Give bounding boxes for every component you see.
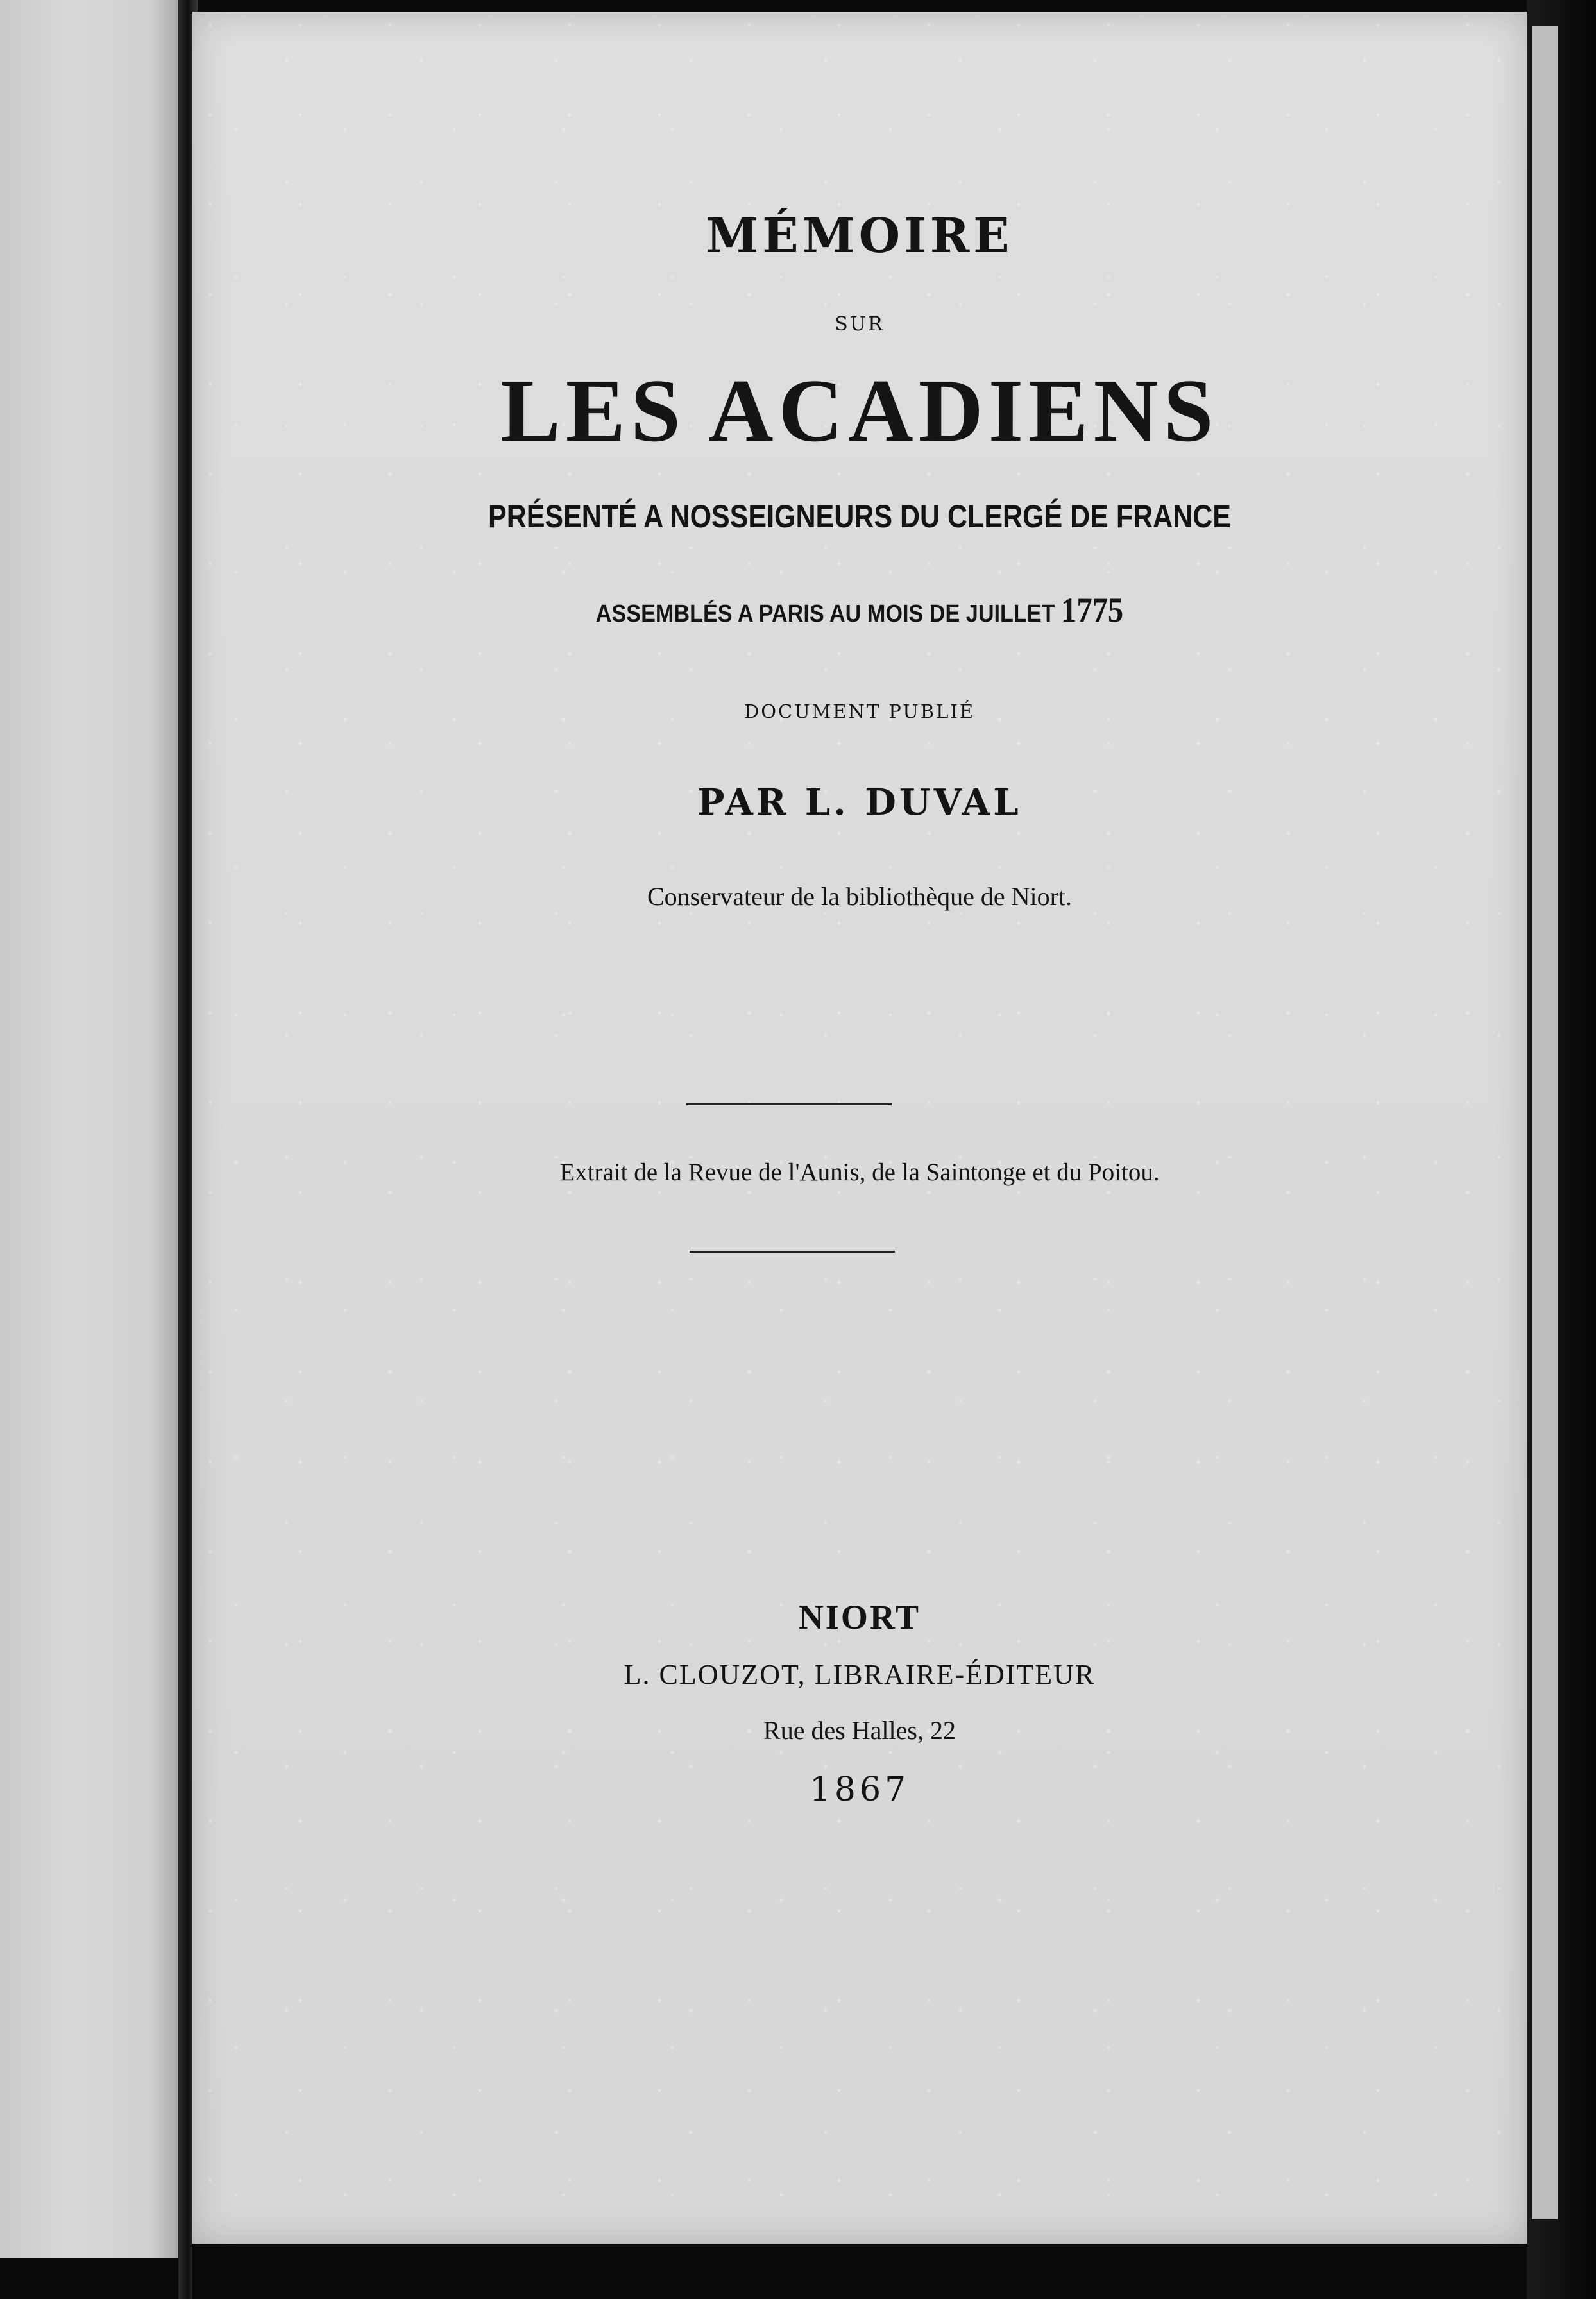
document-published: DOCUMENT PUBLIÉ [743, 700, 976, 722]
heading-sur: SUR [835, 313, 885, 335]
imprint-city: NIORT [798, 1598, 921, 1636]
divider-rule-bottom [690, 1251, 895, 1253]
assembled-line [259, 590, 1460, 630]
imprint-date: 1867 [809, 1770, 910, 1809]
presented-line: PRÉSENTÉ A NOSSEIGNEURS DU CLERGÉ DE FRANCE [488, 498, 1231, 534]
author-role: Conservateur de la bibliothèque de Niort. [647, 882, 1073, 911]
imprint-address: Rue des Halles, 22 [763, 1716, 956, 1745]
author-line: PAR L. DUVAL [697, 781, 1022, 824]
divider-rule-top [686, 1103, 892, 1105]
main-title: LES ACADIENS [500, 361, 1219, 461]
right-page-edge [1532, 26, 1558, 2219]
left-page-edge [0, 0, 178, 2258]
assembled-text: ASSEMBLÉS A PARIS AU MOIS DE JUILLET [595, 600, 1055, 627]
extract-line: Extrait de la Revue de l'Aunis, de la Saintonge et du Poitou. [559, 1158, 1160, 1186]
title-page-paper [192, 12, 1527, 2244]
bottom-border [192, 2244, 1527, 2299]
imprint-publisher: L. CLOUZOT, LIBRAIRE-ÉDITEUR [624, 1659, 1096, 1690]
heading-memoire: MÉMOIRE [706, 208, 1014, 264]
assembled-year: 1775 [1061, 591, 1124, 629]
